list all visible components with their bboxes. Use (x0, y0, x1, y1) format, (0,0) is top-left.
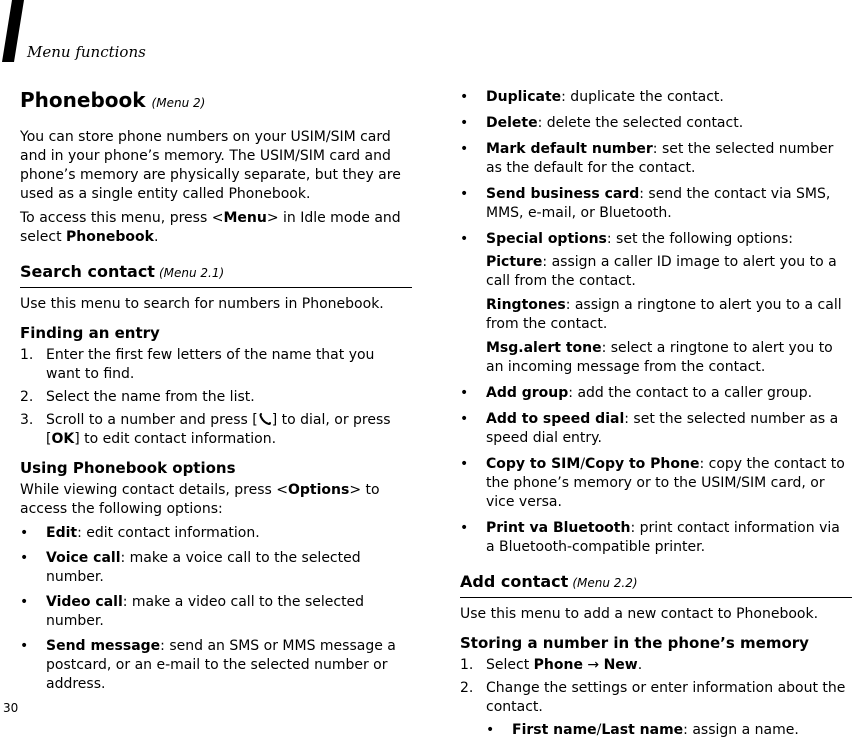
option-add-speed-dial: • Add to speed dial: set the selected number as a speed dial entry. (460, 411, 839, 446)
storing-steps (460, 656, 852, 740)
search-contact-desc: Use this menu to search for numbers in Phonebook. (20, 296, 384, 312)
header-title: Menu functions (27, 43, 146, 61)
special-ringtones: Ringtones: assign a ringtone to alert you to a call from the contact. (486, 297, 842, 332)
special-msg-alert-tone: Msg.alert tone: select a ringtone to alert you to an incoming message from the contact. (486, 340, 833, 375)
option-send-message: • Send message: send an SMS or MMS message a postcard, or an e-mail to the selected number or address. (20, 638, 396, 692)
options-list-right (460, 88, 852, 557)
step-1: 1. Enter the first few letters of the name that you want to find. (20, 347, 375, 382)
left-column (20, 88, 412, 700)
add-step-1: 1. Select Phone → New. (460, 657, 643, 673)
page-number: 30 (3, 701, 19, 715)
phonebook-heading: Phonebook (Menu 2) (20, 88, 206, 112)
header-bar (0, 0, 24, 62)
storing-number-heading: Storing a number in the phone’s memory (460, 634, 809, 652)
option-add-group: • Add group: add the contact to a caller group. (460, 385, 813, 401)
step-3: 3. Scroll to a number and press [ ] to dial, or press [OK] to edit contact information. (20, 412, 391, 447)
phonebook-options-heading: Using Phonebook options (20, 459, 236, 477)
finding-steps (20, 346, 412, 449)
phonebook-intro: You can store phone numbers on your USIM/SIM card and in your phone’s memory. The USIM/SIM card and phone’s memory are physically separate, but they are used as a single entity called Phonebook. (20, 129, 401, 202)
add-step-2-sub (486, 721, 852, 740)
arrow-icon: → (582, 657, 604, 673)
phonebook-options-desc: While viewing contact details, press <Options> to access the following options: (20, 482, 380, 517)
special-picture: Picture: assign a caller ID image to alert you to a call from the contact. (486, 254, 837, 289)
option-print-bluetooth: • Print va Bluetooth: print contact information via a Bluetooth-compatible printer. (460, 520, 840, 555)
option-mark-default: • Mark default number: set the selected number as the default for the contact. (460, 141, 834, 176)
phonebook-menu-ref: (Menu 2) (151, 96, 206, 110)
search-contact-heading: Search contact (Menu 2.1) (20, 261, 412, 288)
sub-first-last-name: • First name/Last name: assign a name. (486, 722, 799, 738)
option-duplicate: • Duplicate: duplicate the contact. (460, 89, 724, 105)
add-contact-menu-ref: (Menu 2.2) (572, 576, 638, 590)
step-2: 2. Select the name from the list. (20, 389, 255, 405)
add-step-2: 2. Change the settings or enter information about the contact. • First name/Last name: assign a name. (460, 679, 852, 740)
phonebook-access: To access this menu, press <Menu> in Idle mode and select Phonebook. (20, 210, 401, 245)
option-video-call: • Video call: make a video call to the selected number. (20, 594, 365, 629)
option-special-options: • Special options: set the following options: Picture: assign a caller ID image to alert you to a call from the contact. Ringtones: assign a ringtone to alert you to a call from the contact. Msg.alert tone: select a ringtone to alert you to an incoming message from the contact. (460, 230, 852, 377)
special-options-sub (486, 253, 852, 377)
option-voice-call: • Voice call: make a voice call to the selected number. (20, 550, 361, 585)
add-contact-heading: Add contact (Menu 2.2) (460, 571, 852, 598)
options-list-left (20, 524, 412, 694)
right-column (460, 88, 852, 747)
option-edit: • Edit: edit contact information. (20, 525, 260, 541)
option-delete: • Delete: delete the selected contact. (460, 115, 744, 131)
dial-key-icon (258, 412, 272, 426)
finding-entry-heading: Finding an entry (20, 324, 160, 342)
search-contact-menu-ref: (Menu 2.1) (158, 266, 225, 280)
option-copy: • Copy to SIM/Copy to Phone: copy the contact to the phone’s memory or to the USIM/SIM card, or vice versa. (460, 456, 845, 510)
add-contact-desc: Use this menu to add a new contact to Phonebook. (460, 606, 819, 622)
option-send-business-card: • Send business card: send the contact via SMS, MMS, e-mail, or Bluetooth. (460, 186, 831, 221)
